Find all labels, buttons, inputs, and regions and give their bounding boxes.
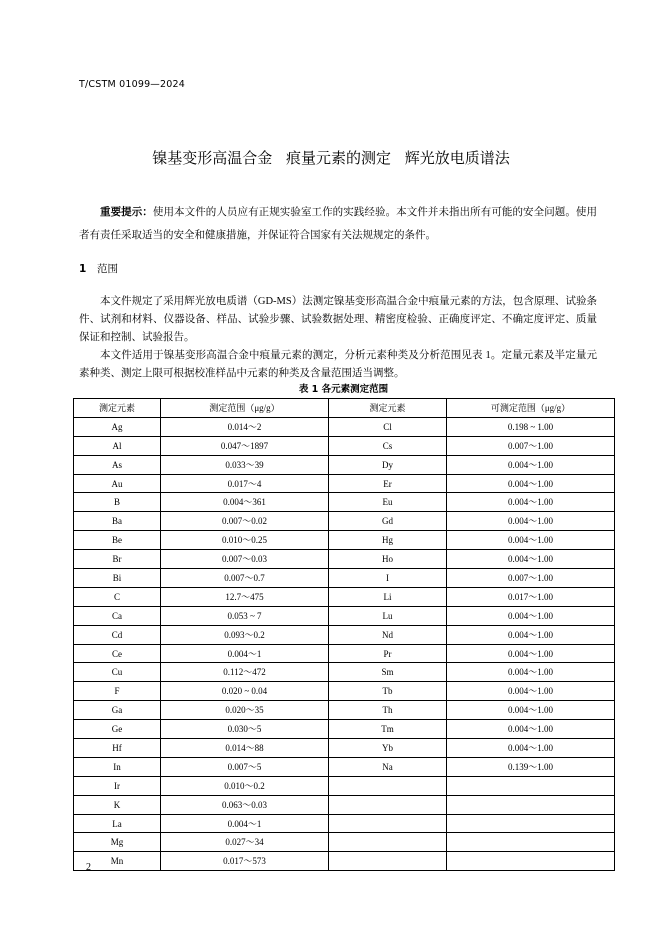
measurable-range-cell: 0.004～1.00 (447, 644, 615, 663)
element-cell-2: Th (329, 701, 447, 720)
element-cell-2: Na (329, 757, 447, 776)
table-header-row (74, 399, 615, 418)
range-cell: 0.063～0.03 (161, 795, 329, 814)
element-cell: K (74, 795, 161, 814)
table-row (74, 606, 615, 625)
element-cell-2: Cl (329, 417, 447, 436)
element-cell: F (74, 682, 161, 701)
section-title: 范围 (97, 263, 118, 275)
range-cell: 0.017～573 (161, 852, 329, 871)
scope-paragraph: 本文件适用于镍基变形高温合金中痕量元素的测定，分析元素种类及分析范围见表 1。定量元素及半定量元素种类、测定上限可根据校准样品中元素的种类及含量范围适当调整。 (79, 350, 597, 379)
element-cell-2: Sm (329, 663, 447, 682)
standard-code: T/CSTM 01099—2024 (79, 79, 185, 90)
table-row (74, 701, 615, 720)
measurable-range-cell: 0.004～1.00 (447, 474, 615, 493)
table-body (74, 417, 615, 870)
element-cell: Ce (74, 644, 161, 663)
table-row (74, 417, 615, 436)
element-cell: Mg (74, 833, 161, 852)
table-row (74, 550, 615, 569)
element-cell-2: Yb (329, 739, 447, 758)
table-row (74, 852, 615, 871)
measurable-range-cell (447, 776, 615, 795)
measurable-range-cell: 0.017～1.00 (447, 587, 615, 606)
element-cell-2 (329, 852, 447, 871)
range-cell: 0.030～5 (161, 720, 329, 739)
table-row (74, 436, 615, 455)
element-cell: Al (74, 436, 161, 455)
element-cell-2: Hg (329, 531, 447, 550)
range-cell: 12.7～475 (161, 587, 329, 606)
measurable-range-cell: 0.198 ~ 1.00 (447, 417, 615, 436)
table-row (74, 644, 615, 663)
table-row (74, 569, 615, 588)
element-cell-2: I (329, 569, 447, 588)
element-cell-2: Lu (329, 606, 447, 625)
range-cell: 0.007～0.02 (161, 512, 329, 531)
element-cell-2 (329, 776, 447, 795)
measurable-range-cell: 0.139～1.00 (447, 757, 615, 776)
measurable-range-cell: 0.004～1.00 (447, 663, 615, 682)
table-row (74, 512, 615, 531)
element-cell-2: Er (329, 474, 447, 493)
table-row (74, 739, 615, 758)
range-cell: 0.093～0.2 (161, 625, 329, 644)
measurable-range-cell (447, 852, 615, 871)
table-row (74, 682, 615, 701)
range-cell: 0.007～5 (161, 757, 329, 776)
table-row (74, 455, 615, 474)
section-heading (79, 261, 118, 277)
header-element-2: 测定元素 (329, 399, 447, 418)
table-row (74, 493, 615, 512)
element-cell: Be (74, 531, 161, 550)
element-cell: Ca (74, 606, 161, 625)
measurable-range-cell: 0.004～1.00 (447, 701, 615, 720)
element-cell: Br (74, 550, 161, 569)
element-range-table (73, 398, 615, 871)
measurable-range-cell: 0.004～1.00 (447, 739, 615, 758)
table-row (74, 795, 615, 814)
element-cell-2: Tm (329, 720, 447, 739)
element-cell: As (74, 455, 161, 474)
measurable-range-cell: 0.004～1.00 (447, 682, 615, 701)
section-body (79, 293, 597, 383)
measurable-range-cell: 0.007～1.00 (447, 569, 615, 588)
page-number: 2 (86, 862, 91, 873)
range-cell: 0.007～0.7 (161, 569, 329, 588)
element-cell-2: Li (329, 587, 447, 606)
table-row (74, 587, 615, 606)
measurable-range-cell: 0.004～1.00 (447, 720, 615, 739)
element-cell: Hf (74, 739, 161, 758)
table-caption: 表 1 各元素测定范围 (298, 384, 389, 395)
measurable-range-cell: 0.004～1.00 (447, 531, 615, 550)
measurable-range-cell: 0.004～1.00 (447, 455, 615, 474)
range-cell: 0.004～1 (161, 644, 329, 663)
element-cell-2 (329, 814, 447, 833)
element-cell-2: Ho (329, 550, 447, 569)
measurable-range-cell: 0.004～1.00 (447, 493, 615, 512)
range-cell: 0.112～472 (161, 663, 329, 682)
measurable-range-cell (447, 833, 615, 852)
measurable-range-cell: 0.004～1.00 (447, 512, 615, 531)
element-cell: Ag (74, 417, 161, 436)
element-cell-2: Cs (329, 436, 447, 455)
element-cell: Mn (74, 852, 161, 871)
element-cell: Bi (74, 569, 161, 588)
element-cell-2: Nd (329, 625, 447, 644)
range-cell: 0.047～1897 (161, 436, 329, 455)
element-cell-2: Tb (329, 682, 447, 701)
range-cell: 0.017～4 (161, 474, 329, 493)
element-cell-2: Pr (329, 644, 447, 663)
range-cell: 0.007～0.03 (161, 550, 329, 569)
measurable-range-cell (447, 814, 615, 833)
table-row (74, 814, 615, 833)
table-row (74, 720, 615, 739)
element-cell: C (74, 587, 161, 606)
table-row (74, 531, 615, 550)
element-cell: Au (74, 474, 161, 493)
element-cell-2: Dy (329, 455, 447, 474)
element-cell: Ir (74, 776, 161, 795)
table-row (74, 663, 615, 682)
range-cell: 0.010～0.2 (161, 776, 329, 795)
measurable-range-cell (447, 795, 615, 814)
section-number: 1 (79, 263, 87, 275)
element-cell: B (74, 493, 161, 512)
notice-text: 使用本文件的人员应有正规实验室工作的实践经验。本文件并未指出所有可能的安全问题。使用者有责任采取适当的安全和健康措施，并保证符合国家有关法规规定的条件。 (79, 206, 598, 241)
range-cell: 0.053 ~ 7 (161, 606, 329, 625)
table-row (74, 625, 615, 644)
range-cell: 0.020 ~ 0.04 (161, 682, 329, 701)
range-cell: 0.033～39 (161, 455, 329, 474)
element-cell: In (74, 757, 161, 776)
element-cell-2 (329, 833, 447, 852)
range-cell: 0.020～35 (161, 701, 329, 720)
range-cell: 0.010～0.25 (161, 531, 329, 550)
document-title: 镍基变形高温合金 痕量元素的测定 辉光放电质谱法 (152, 149, 510, 167)
notice-label: 重要提示： (100, 206, 153, 218)
measurable-range-cell: 0.004～1.00 (447, 625, 615, 644)
element-cell-2 (329, 795, 447, 814)
range-cell: 0.004～1 (161, 814, 329, 833)
element-cell: Ge (74, 720, 161, 739)
safety-notice (79, 201, 597, 247)
table-row (74, 757, 615, 776)
range-cell: 0.014～2 (161, 417, 329, 436)
measurable-range-cell: 0.007～1.00 (447, 436, 615, 455)
range-cell: 0.004～361 (161, 493, 329, 512)
table-row (74, 776, 615, 795)
element-cell: Cd (74, 625, 161, 644)
element-cell-2: Eu (329, 493, 447, 512)
scope-paragraph: 本文件规定了采用辉光放电质谱（GD-MS）法测定镍基变形高温合金中痕量元素的方法，包含原理、试验条件、试剂和材料、仪器设备、样品、试验步骤、试验数据处理、精密度检验、正确度评定、不确定度评定、质量保证和控制、试验报告。 (79, 296, 597, 343)
measurable-range-cell: 0.004～1.00 (447, 550, 615, 569)
element-cell-2: Gd (329, 512, 447, 531)
element-cell: Ba (74, 512, 161, 531)
element-cell: La (74, 814, 161, 833)
header-element: 测定元素 (74, 399, 161, 418)
header-range: 测定范围（μg/g） (161, 399, 329, 418)
header-measurable-range: 可测定范围（μg/g） (447, 399, 615, 418)
range-cell: 0.027～34 (161, 833, 329, 852)
element-cell: Cu (74, 663, 161, 682)
measurable-range-cell: 0.004～1.00 (447, 606, 615, 625)
element-cell: Ga (74, 701, 161, 720)
table-row (74, 833, 615, 852)
range-cell: 0.014～88 (161, 739, 329, 758)
table-row (74, 474, 615, 493)
